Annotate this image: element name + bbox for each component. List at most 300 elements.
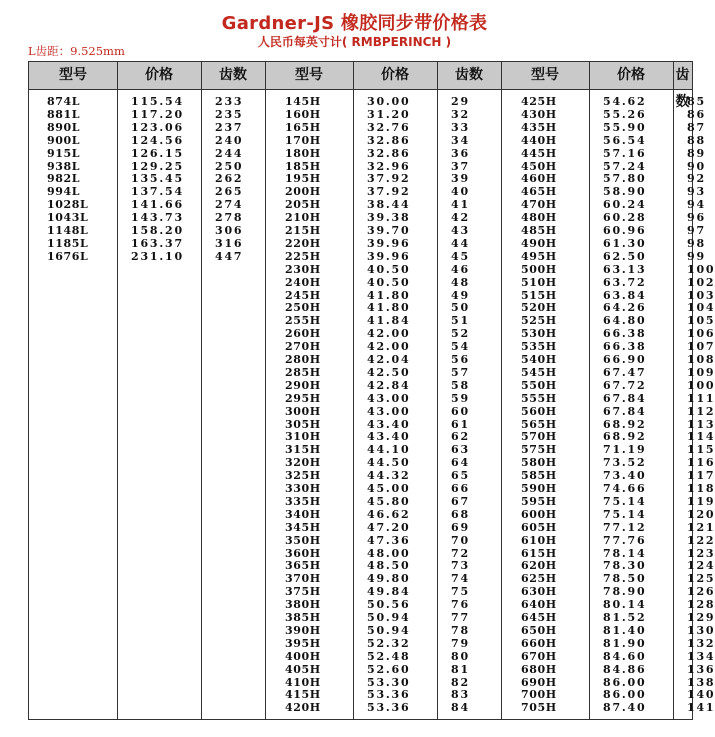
teeth-cell: 85: [687, 95, 706, 108]
price-cell: 77.76: [603, 533, 647, 547]
price-cell: 62.50: [603, 249, 647, 263]
price-cell: 30.00: [367, 95, 411, 108]
price-cell: 75.14: [603, 507, 647, 521]
model-cell: 874L: [47, 95, 81, 108]
model-cell: 400H: [285, 649, 321, 663]
teeth-cell: 141: [687, 701, 715, 715]
price-cell: 43.00: [367, 404, 411, 418]
price-cell: 52.32: [367, 636, 411, 650]
price-cell: 84.86: [603, 662, 647, 676]
price-cell: 41.80: [367, 288, 411, 302]
model-cell: 405H: [285, 662, 321, 676]
teeth-cell: 79: [451, 636, 470, 650]
model-cell: 260H: [285, 327, 321, 341]
teeth-cell: 106: [687, 327, 715, 341]
model-cell: 435H: [521, 120, 557, 134]
price-cell: 231.10: [131, 249, 184, 263]
model-cell: 440H: [521, 133, 557, 147]
price-cell: 57.24: [603, 159, 647, 173]
price-cell: 31.20: [367, 107, 411, 121]
model-cell: 585H: [521, 469, 557, 483]
price-cell: 55.26: [603, 107, 647, 121]
model-cell: 470H: [521, 198, 557, 212]
price-cell: 47.36: [367, 533, 411, 547]
teeth-cell: 77: [451, 611, 470, 624]
pitch-label: L齿距：9.525mm: [28, 44, 125, 58]
model-cell: 145H: [285, 95, 321, 108]
teeth-cell: 90: [687, 159, 706, 173]
price-cell: 52.60: [367, 662, 411, 676]
teeth-cell: 118: [687, 482, 715, 495]
teeth-cell: 46: [451, 262, 470, 276]
model-cell: 285H: [285, 365, 321, 379]
teeth-cell: 88: [687, 133, 706, 147]
model-cell: 690H: [521, 675, 557, 689]
price-cell: 158.20: [131, 224, 184, 237]
price-cell: 44.10: [367, 443, 411, 457]
price-cell: 60.24: [603, 198, 647, 212]
model-cell: 385H: [285, 611, 321, 624]
column-header: 型号: [295, 67, 323, 83]
column-header: 齿数: [455, 67, 483, 83]
teeth-cell: 56: [451, 353, 470, 366]
model-cell: 600H: [521, 507, 557, 521]
teeth-cell: 120: [687, 507, 715, 521]
teeth-cell: 134: [687, 649, 715, 663]
model-cell: 500H: [521, 262, 557, 276]
teeth-cell: 108: [687, 353, 715, 366]
teeth-cell: 70: [451, 533, 470, 547]
price-cell: 163.37: [131, 236, 184, 250]
model-cell: 340H: [285, 507, 321, 521]
price-cell: 66.38: [603, 327, 647, 341]
price-cell: 53.36: [367, 688, 411, 702]
price-cell: 39.70: [367, 224, 411, 237]
price-cell: 78.90: [603, 585, 647, 599]
price-cell: 78.50: [603, 572, 647, 586]
model-cell: 565H: [521, 417, 557, 431]
model-cell: 525H: [521, 314, 557, 328]
model-cell: 890L: [47, 120, 81, 134]
teeth-cell: 128: [687, 598, 715, 612]
model-cell: 295H: [285, 391, 321, 405]
teeth-cell: 73: [451, 559, 470, 573]
teeth-cell: 105: [687, 314, 715, 328]
teeth-cell: 52: [451, 327, 470, 341]
price-cell: 42.00: [367, 327, 411, 341]
teeth-cell: 36: [451, 146, 470, 160]
model-cell: 330H: [285, 482, 321, 495]
model-cell: 520H: [521, 301, 557, 315]
price-cell: 60.28: [603, 211, 647, 225]
teeth-cell: 116: [687, 456, 715, 470]
model-cell: 450H: [521, 159, 557, 173]
price-cell: 58.90: [603, 185, 647, 199]
model-cell: 195H: [285, 172, 321, 186]
model-cell: 900L: [47, 133, 81, 147]
teeth-cell: 62: [451, 430, 470, 444]
price-cell: 55.90: [603, 120, 647, 134]
price-cell: 67.47: [603, 365, 647, 379]
price-cell: 45.80: [367, 494, 411, 508]
model-cell: 994L: [47, 185, 81, 199]
teeth-cell: 250: [215, 159, 244, 173]
price-cell: 40.50: [367, 262, 411, 276]
price-cell: 141.66: [131, 198, 184, 212]
teeth-cell: 84: [451, 701, 470, 715]
model-cell: 1028L: [47, 198, 89, 212]
teeth-cell: 61: [451, 417, 470, 431]
price-cell: 143.73: [131, 211, 184, 225]
price-cell: 61.30: [603, 236, 647, 250]
model-cell: 460H: [521, 172, 557, 186]
model-cell: 881L: [47, 107, 81, 121]
model-cell: 205H: [285, 198, 321, 212]
teeth-cell: 93: [687, 185, 706, 199]
model-cell: 250H: [285, 301, 321, 315]
teeth-cell: 41: [451, 198, 470, 212]
teeth-cell: 42: [451, 211, 470, 225]
price-cell: 46.62: [367, 507, 411, 521]
model-cell: 540H: [521, 353, 557, 366]
price-cell: 73.52: [603, 456, 647, 470]
model-cell: 335H: [285, 494, 321, 508]
model-cell: 290H: [285, 378, 321, 392]
model-cell: 610H: [521, 533, 557, 547]
model-cell: 315H: [285, 443, 321, 457]
price-cell: 56.54: [603, 133, 647, 147]
teeth-cell: 138: [687, 675, 715, 689]
teeth-cell: 51: [451, 314, 470, 328]
price-cell: 80.14: [603, 598, 647, 612]
teeth-cell: 78: [451, 623, 470, 637]
column-header: 价格: [617, 67, 645, 83]
model-cell: 1676L: [47, 249, 89, 263]
price-cell: 53.30: [367, 675, 411, 689]
model-cell: 660H: [521, 636, 557, 650]
teeth-cell: 75: [451, 585, 470, 599]
model-cell: 630H: [521, 585, 557, 599]
price-cell: 49.80: [367, 572, 411, 586]
model-cell: 535H: [521, 340, 557, 354]
teeth-cell: 87: [687, 120, 706, 134]
model-cell: 645H: [521, 611, 557, 624]
model-cell: 180H: [285, 146, 321, 160]
teeth-cell: 111: [687, 391, 715, 405]
teeth-cell: 130: [687, 623, 715, 637]
price-cell: 117.20: [131, 107, 184, 121]
teeth-cell: 68: [451, 507, 470, 521]
teeth-cell: 96: [687, 211, 706, 225]
model-cell: 325H: [285, 469, 321, 483]
teeth-cell: 98: [687, 236, 706, 250]
column-divider: [201, 62, 202, 719]
teeth-cell: 40: [451, 185, 470, 199]
teeth-cell: 69: [451, 520, 470, 534]
price-cell: 32.86: [367, 133, 411, 147]
price-cell: 39.96: [367, 249, 411, 263]
price-cell: 42.50: [367, 365, 411, 379]
teeth-cell: 58: [451, 378, 470, 392]
price-cell: 53.36: [367, 701, 411, 715]
teeth-cell: 274: [215, 198, 244, 212]
teeth-cell: 57: [451, 365, 470, 379]
teeth-cell: 67: [451, 494, 470, 508]
teeth-cell: 86: [687, 107, 706, 121]
price-cell: 77.12: [603, 520, 647, 534]
teeth-cell: 109: [687, 365, 715, 379]
model-cell: 415H: [285, 688, 321, 702]
model-cell: 390H: [285, 623, 321, 637]
teeth-cell: 112: [687, 404, 715, 418]
price-cell: 129.25: [131, 159, 184, 173]
price-cell: 74.66: [603, 482, 647, 495]
price-cell: 50.94: [367, 623, 411, 637]
model-cell: 360H: [285, 546, 321, 560]
teeth-cell: 80: [451, 649, 470, 663]
teeth-cell: 60: [451, 404, 470, 418]
teeth-cell: 66: [451, 482, 470, 495]
teeth-cell: 94: [687, 198, 706, 212]
teeth-cell: 54: [451, 340, 470, 354]
price-cell: 57.80: [603, 172, 647, 186]
model-cell: 375H: [285, 585, 321, 599]
price-cell: 64.80: [603, 314, 647, 328]
model-cell: 620H: [521, 559, 557, 573]
model-cell: 515H: [521, 288, 557, 302]
price-cell: 45.00: [367, 482, 411, 495]
price-cell: 137.54: [131, 185, 184, 199]
price-cell: 78.14: [603, 546, 647, 560]
price-cell: 135.45: [131, 172, 184, 186]
model-cell: 270H: [285, 340, 321, 354]
price-cell: 49.84: [367, 585, 411, 599]
teeth-cell: 115: [687, 443, 715, 457]
model-cell: 590H: [521, 482, 557, 495]
price-cell: 67.84: [603, 404, 647, 418]
teeth-cell: 83: [451, 688, 470, 702]
teeth-cell: 50: [451, 301, 470, 315]
model-cell: 550H: [521, 378, 557, 392]
price-cell: 63.72: [603, 275, 647, 289]
model-cell: 345H: [285, 520, 321, 534]
price-cell: 48.00: [367, 546, 411, 560]
teeth-cell: 235: [215, 107, 244, 121]
model-cell: 938L: [47, 159, 81, 173]
teeth-cell: 65: [451, 469, 470, 483]
teeth-cell: 92: [687, 172, 706, 186]
model-cell: 230H: [285, 262, 321, 276]
column-header: 型号: [531, 67, 559, 83]
model-cell: 495H: [521, 249, 557, 263]
model-cell: 425H: [521, 95, 557, 108]
teeth-cell: 140: [687, 688, 715, 702]
price-cell: 78.30: [603, 559, 647, 573]
column-header: 齿数: [219, 67, 247, 83]
teeth-cell: 126: [687, 585, 715, 599]
price-cell: 50.56: [367, 598, 411, 612]
model-cell: 370H: [285, 572, 321, 586]
teeth-cell: 262: [215, 172, 244, 186]
price-cell: 66.90: [603, 353, 647, 366]
price-cell: 63.84: [603, 288, 647, 302]
model-cell: 465H: [521, 185, 557, 199]
teeth-cell: 100: [687, 378, 715, 392]
teeth-cell: 123: [687, 546, 715, 560]
column-divider: [501, 62, 502, 719]
model-cell: 1185L: [47, 236, 89, 250]
teeth-cell: 39: [451, 172, 470, 186]
price-cell: 37.92: [367, 172, 411, 186]
price-cell: 39.38: [367, 211, 411, 225]
model-cell: 485H: [521, 224, 557, 237]
teeth-cell: 43: [451, 224, 470, 237]
price-cell: 71.19: [603, 443, 647, 457]
column-header: 型号: [59, 67, 87, 83]
model-cell: 555H: [521, 391, 557, 405]
teeth-cell: 316: [215, 236, 244, 250]
model-cell: 570H: [521, 430, 557, 444]
column-divider: [353, 62, 354, 719]
model-cell: 680H: [521, 662, 557, 676]
price-cell: 73.40: [603, 469, 647, 483]
teeth-cell: 64: [451, 456, 470, 470]
teeth-cell: 44: [451, 236, 470, 250]
model-cell: 210H: [285, 211, 321, 225]
teeth-cell: 102: [687, 275, 715, 289]
price-cell: 86.00: [603, 675, 647, 689]
model-cell: 215H: [285, 224, 321, 237]
price-cell: 43.00: [367, 391, 411, 405]
price-cell: 43.40: [367, 417, 411, 431]
model-cell: 650H: [521, 623, 557, 637]
page-subtitle: 人民币每英寸计( RMBPERINCH ): [257, 35, 452, 49]
model-cell: 225H: [285, 249, 321, 263]
column-divider: [589, 62, 590, 719]
price-cell: 48.50: [367, 559, 411, 573]
price-cell: 47.20: [367, 520, 411, 534]
price-cell: 126.15: [131, 146, 184, 160]
teeth-cell: 45: [451, 249, 470, 263]
teeth-cell: 89: [687, 146, 706, 160]
model-cell: 240H: [285, 275, 321, 289]
model-cell: 255H: [285, 314, 321, 328]
teeth-cell: 76: [451, 598, 470, 612]
teeth-cell: 132: [687, 636, 715, 650]
model-cell: 445H: [521, 146, 557, 160]
price-table: [28, 61, 715, 720]
price-cell: 67.84: [603, 391, 647, 405]
teeth-cell: 136: [687, 662, 715, 676]
model-cell: 915L: [47, 146, 81, 160]
teeth-cell: 121: [687, 520, 715, 534]
teeth-cell: 265: [215, 185, 244, 199]
teeth-cell: 447: [215, 249, 244, 263]
model-cell: 580H: [521, 456, 557, 470]
price-cell: 39.96: [367, 236, 411, 250]
model-cell: 305H: [285, 417, 321, 431]
price-cell: 32.76: [367, 120, 411, 134]
model-cell: 395H: [285, 636, 321, 650]
teeth-cell: 103: [687, 288, 715, 302]
teeth-cell: 125: [687, 572, 715, 586]
column-divider: [265, 62, 266, 719]
teeth-cell: 48: [451, 275, 470, 289]
model-cell: 560H: [521, 404, 557, 418]
model-cell: 410H: [285, 675, 321, 689]
model-cell: 165H: [285, 120, 321, 134]
model-cell: 545H: [521, 365, 557, 379]
teeth-cell: 113: [687, 417, 715, 431]
price-cell: 40.50: [367, 275, 411, 289]
price-cell: 67.72: [603, 378, 647, 392]
model-cell: 575H: [521, 443, 557, 457]
teeth-cell: 124: [687, 559, 715, 573]
price-cell: 50.94: [367, 611, 411, 624]
teeth-cell: 74: [451, 572, 470, 586]
teeth-cell: 237: [215, 120, 244, 134]
model-cell: 700H: [521, 688, 557, 702]
teeth-cell: 233: [215, 95, 244, 108]
model-cell: 160H: [285, 107, 321, 121]
teeth-cell: 100: [687, 262, 715, 276]
teeth-cell: 59: [451, 391, 470, 405]
teeth-cell: 306: [215, 224, 244, 237]
price-cell: 60.96: [603, 224, 647, 237]
teeth-cell: 104: [687, 301, 715, 315]
price-cell: 42.84: [367, 378, 411, 392]
teeth-cell: 278: [215, 211, 244, 225]
teeth-cell: 107: [687, 340, 715, 354]
column-header: 价格: [381, 67, 409, 83]
price-cell: 115.54: [131, 95, 184, 108]
teeth-cell: 81: [451, 662, 470, 676]
teeth-cell: 32: [451, 107, 470, 121]
teeth-cell: 99: [687, 249, 706, 263]
price-cell: 63.13: [603, 262, 647, 276]
price-cell: 32.86: [367, 146, 411, 160]
price-cell: 54.62: [603, 95, 647, 108]
page-title: Gardner-JS 橡胶同步带价格表: [221, 13, 488, 34]
teeth-cell: 117: [687, 469, 715, 483]
model-cell: 220H: [285, 236, 321, 250]
price-cell: 42.04: [367, 353, 411, 366]
teeth-cell: 119: [687, 494, 715, 508]
price-cell: 43.40: [367, 430, 411, 444]
teeth-cell: 29: [451, 95, 470, 108]
price-cell: 68.92: [603, 430, 647, 444]
teeth-cell: 122: [687, 533, 715, 547]
teeth-cell: 97: [687, 224, 706, 237]
teeth-cell: 240: [215, 133, 244, 147]
model-cell: 365H: [285, 559, 321, 573]
teeth-cell: 33: [451, 120, 470, 134]
column-header: 价格: [145, 67, 173, 83]
model-cell: 380H: [285, 598, 321, 612]
model-cell: 280H: [285, 353, 321, 366]
model-cell: 420H: [285, 701, 321, 715]
model-cell: 185H: [285, 159, 321, 173]
teeth-cell: 114: [687, 430, 715, 444]
column-divider: [437, 62, 438, 719]
price-cell: 87.40: [603, 701, 647, 715]
price-cell: 44.32: [367, 469, 411, 483]
price-cell: 44.50: [367, 456, 411, 470]
model-cell: 605H: [521, 520, 557, 534]
price-cell: 81.40: [603, 623, 647, 637]
price-cell: 42.00: [367, 340, 411, 354]
price-cell: 41.84: [367, 314, 411, 328]
